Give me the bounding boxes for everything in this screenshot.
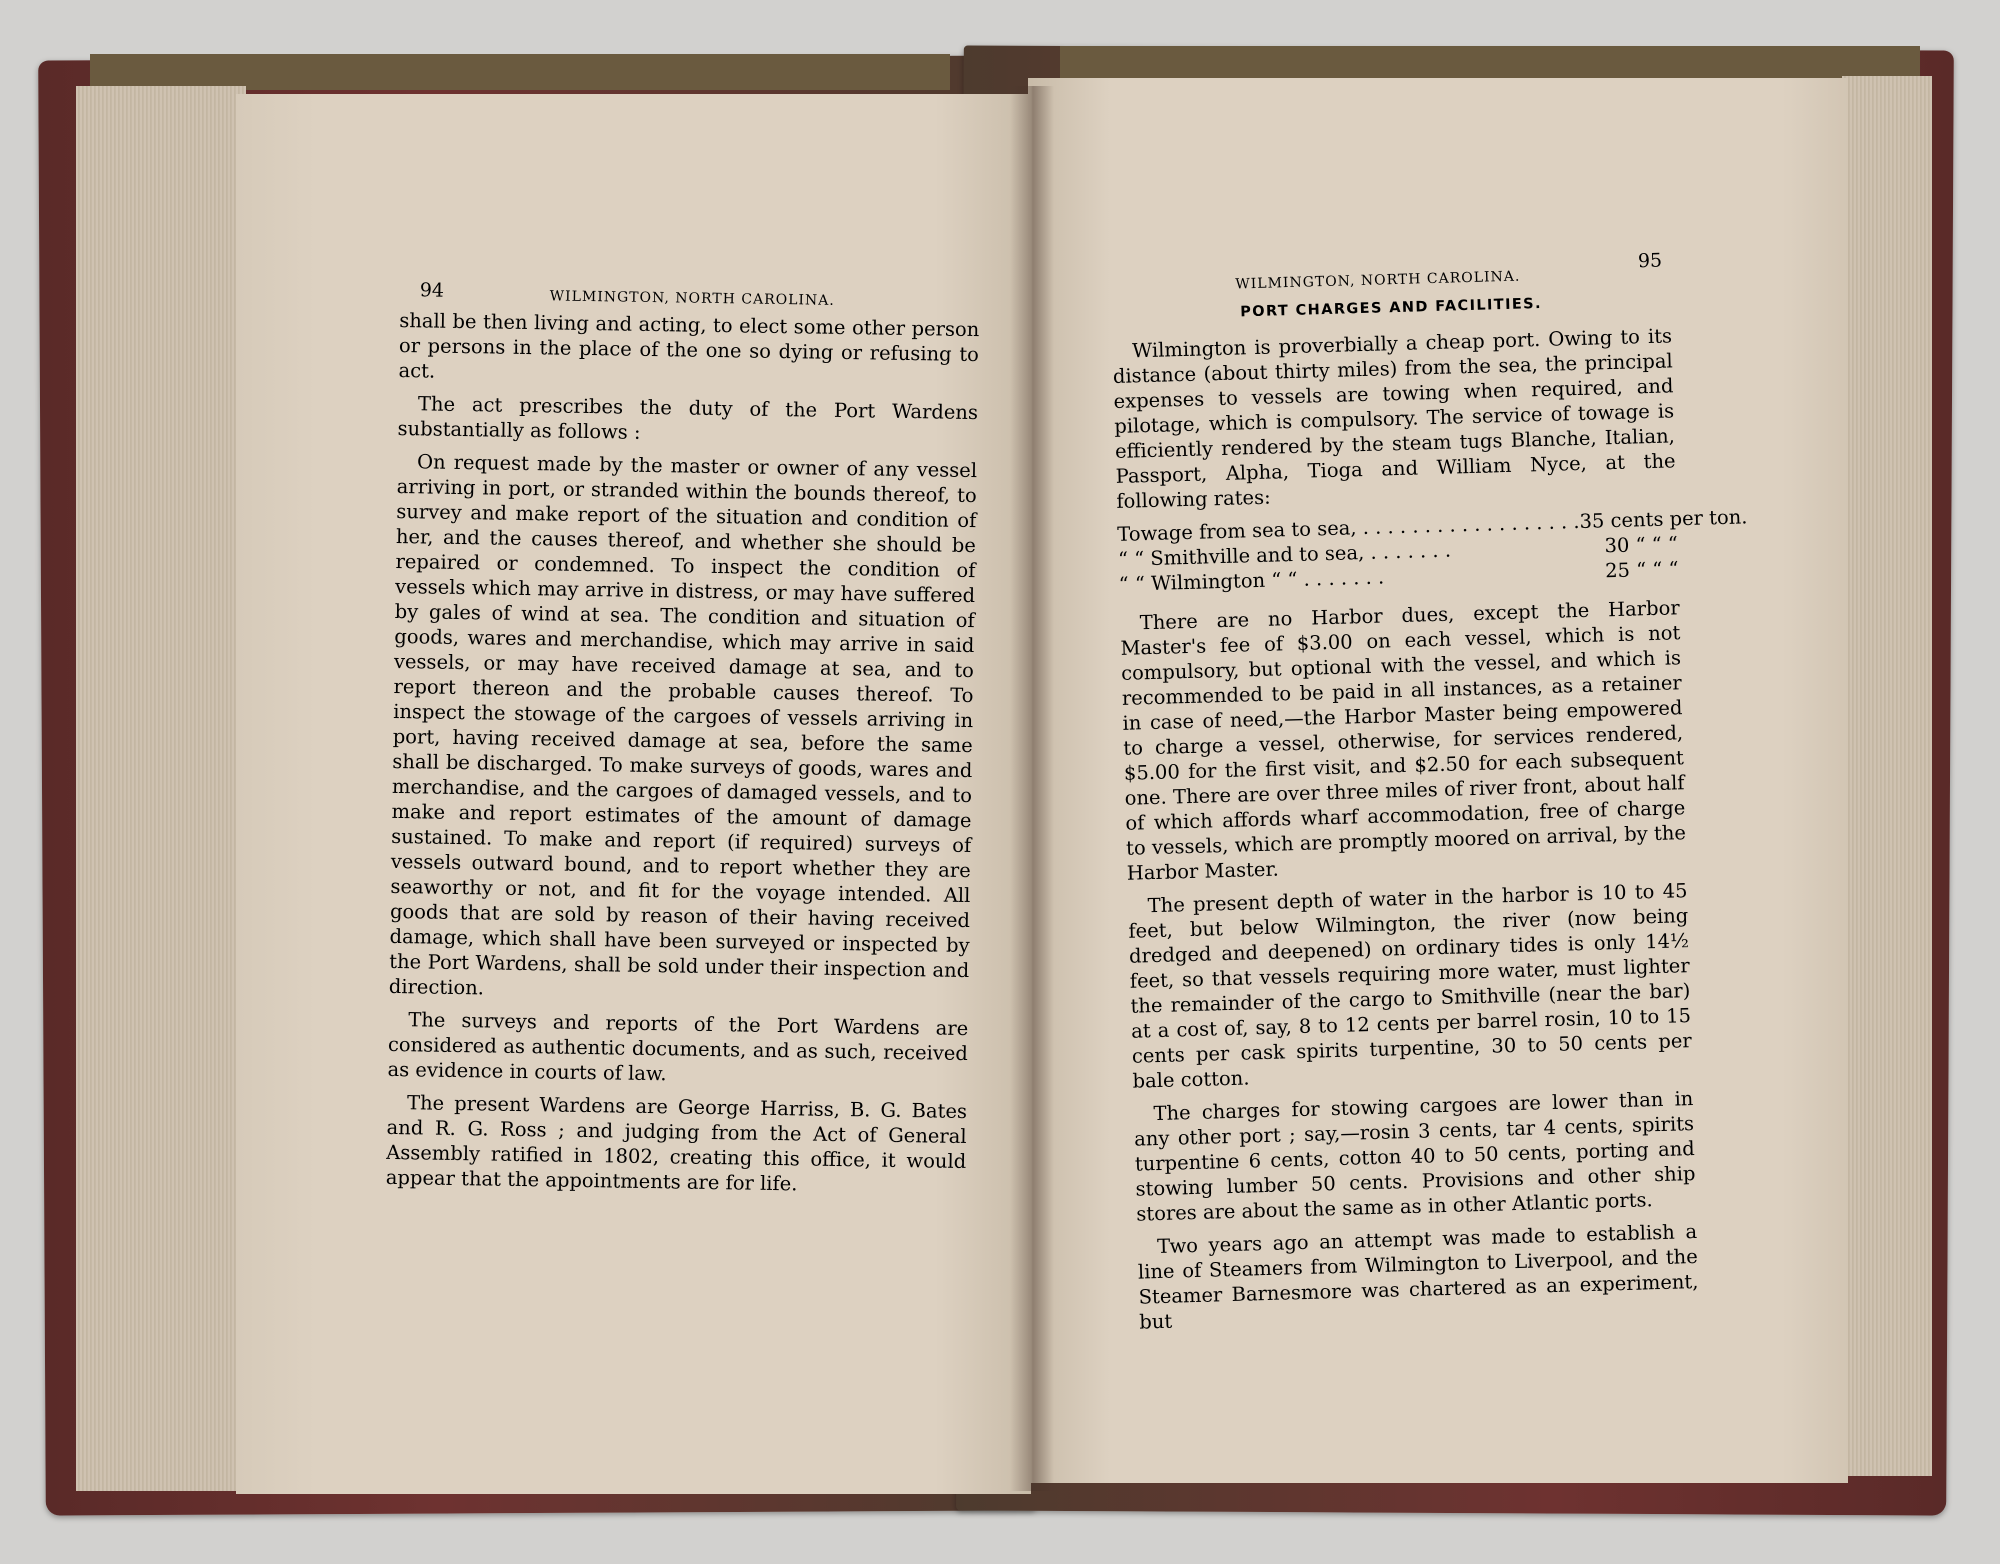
- paragraph: The surveys and reports of the Port Wardens are considered as authentic documents, and as such, received as evidence in courts of law.: [387, 1008, 969, 1086]
- rate-value: 35 cents per ton.: [1579, 505, 1748, 533]
- paragraph: The present depth of water in the harbor is 10 to 45 feet, but below Wilmington, the river (now being dredged and deepened) on ordinary tides is only 14½ feet, so that vessels requiring more water, must lighter the remainder of the cargo to Smithville (near the bar) at a cost of, say, 8 to 12 cents per barrel rosin, 10 to 15 cents per cask spirits turpentine, 30 to 50 cents per bale cotton.: [1128, 879, 1693, 1093]
- paragraph: shall be then living and acting, to elect some other person or persons in the place of the one so dying or refusing to act.: [398, 308, 980, 383]
- book-gutter: [1010, 86, 1054, 1491]
- section-title: PORT CHARGES AND FACILITIES.: [1240, 295, 1543, 321]
- paragraph: Two years ago an attempt was made to establish a line of Steamers from Wilmington to Liverpool, and the Steamer Barnesmore was chartered as an experiment, but: [1137, 1219, 1699, 1334]
- paragraph: On request made by the master or owner of any vessel arriving in port, or stranded within the bounds thereof, to survey and make report of the situation and condition of her, and the causes thereof, and whether she should be repaired or condemned. To inspect the condition of vessels which may arrive in distress, or may have suffered by gales of wind at sea. The condition and situation of goods, wares and merchandise, which may arrive in said vessels, or may have received damage at sea, and to report thereon and the probable causes thereof. To inspect the stowage of the cargoes of vessels arriving in port, having received damage at sea, before the same shall be discharged. To make surveys of goods, wares and merchandise, and the cargoes of damaged vessels, and to make and report estimates of the amount of damage sustained. To make and report (if required) surveys of vessels outward bound, and to report whether they are seaworthy or not, and fit for the voyage intended. All goods that are sold by reason of their having received damage, which shall have been surveyed or inspected by the Port Wardens, shall be sold under their inspection and direction.: [388, 450, 978, 1000]
- left-page-text: [386, 278, 980, 1207]
- cover-top-edge-right: [1060, 46, 1920, 82]
- towage-rate-table: [1117, 505, 1748, 597]
- page-number: 94: [419, 279, 445, 302]
- rate-value: 30 “ “ “: [1604, 532, 1679, 558]
- cover-top-edge-left: [90, 54, 950, 90]
- paragraph: There are no Harbor dues, except the Harbor Master's fee of $3.00 on each vessel, which is not compulsory, but optional with the vessel, and which is recommended to be paid in all instances, as a retainer in case of need,—the Harbor Master being empowered to charge a vessel, otherwise, for services rendered, $5.00 for the first visit, and $2.50 for each subsequent one. There are over three miles of river front, about half of which affords wharf accommodation, free of charge to vessels, which are promptly moored on arrival, by the Harbor Master.: [1120, 596, 1687, 885]
- paragraph: Wilmington is proverbially a cheap port. Owing to its distance (about thirty miles) from the sea, the principal expenses to vessels are towing when required, and pilotage, which is compulsory. The service of towage is efficiently rendered by the steam tugs Blanche, Italian, Passport, Alpha, Tioga and William Nyce, at the following rates:: [1112, 324, 1676, 513]
- paragraph: The charges for stowing cargoes are lower than in any other port ; say,—rosin 3 cents, tar 4 cents, spirits turpentine 6 cents, cotton 40 to 50 cents, porting and stowing lumber 50 cents. Provisions and other ship stores are about the same as in other Atlantic ports.: [1133, 1087, 1696, 1226]
- rate-label: “ “ Smithville and to sea, . . . . . . .: [1117, 538, 1452, 571]
- rate-label: Towage from sea to sea, . . . . . . . . . . . . . . . . . .: [1117, 509, 1580, 546]
- page-stack-right: [1842, 76, 1932, 1476]
- running-head: WILMINGTON, NORTH CAROLINA.: [549, 288, 835, 309]
- rate-label: “ “ Wilmington “ “ . . . . . . .: [1118, 565, 1385, 596]
- page-stack-left: [76, 86, 246, 1491]
- page-number: 95: [1637, 249, 1663, 273]
- paragraph: The act prescribes the duty of the Port Wardens substantially as follows :: [397, 392, 979, 444]
- rate-value: 25 “ “ “: [1604, 557, 1679, 583]
- paragraph: The present Wardens are George Harriss, B. G. Bates and R. G. Ross ; and judging from the Act of General Assembly ratified in 1802, creating this office, it would appear that the appointments are for life.: [385, 1091, 968, 1196]
- right-page-text: [1110, 249, 1748, 1342]
- running-head: WILMINGTON, NORTH CAROLINA.: [1235, 268, 1521, 293]
